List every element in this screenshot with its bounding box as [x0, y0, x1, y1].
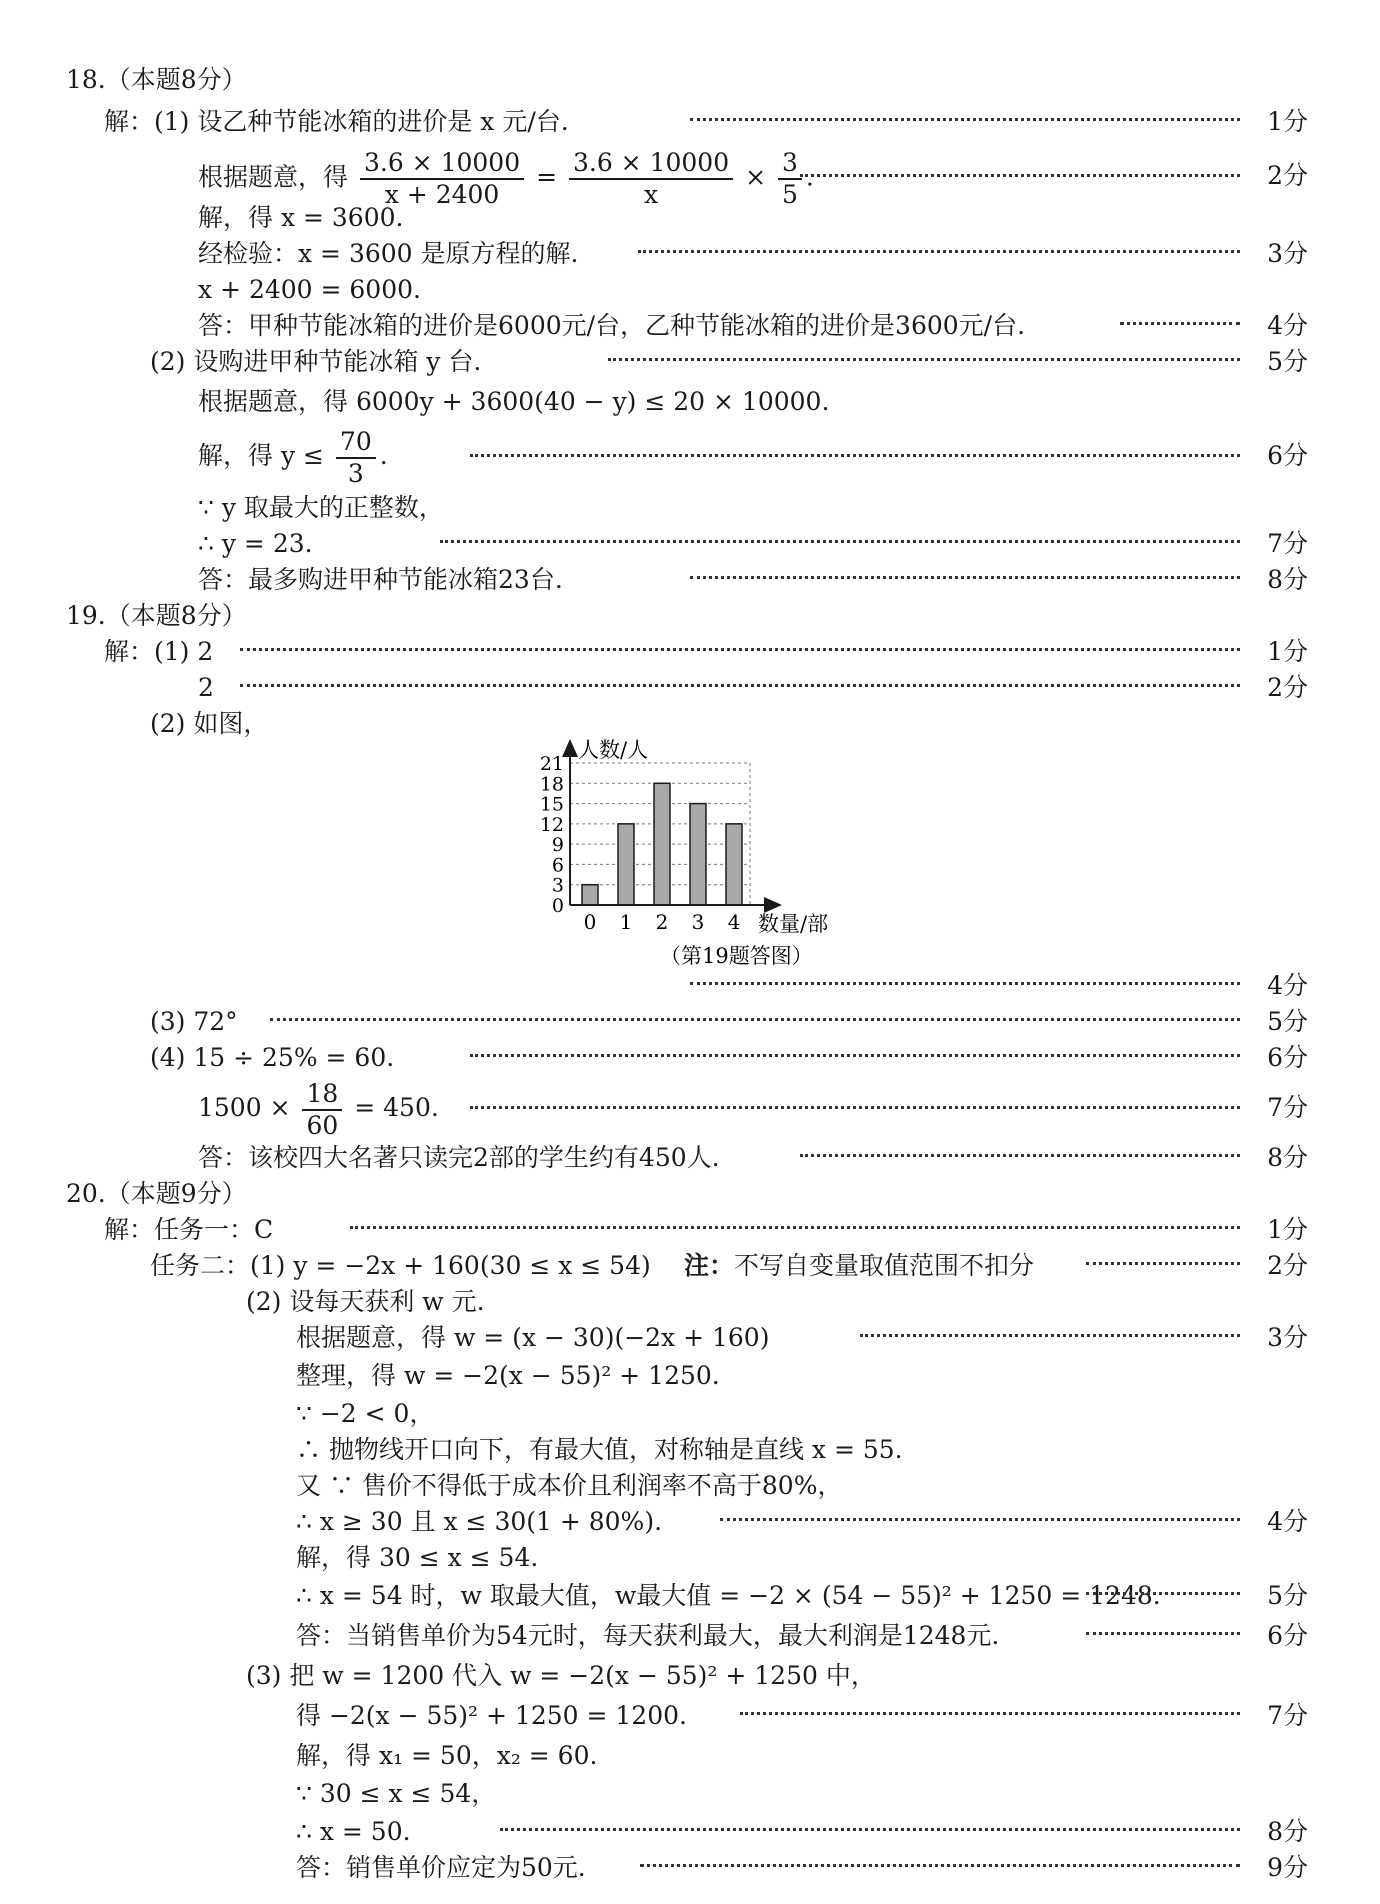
q20-line-5	[0, 1358, 1380, 1394]
x-tick-label: 3	[691, 910, 705, 934]
dot-leader	[470, 454, 1240, 457]
x-axis-label: 数量/部	[758, 912, 829, 936]
q20-line-2	[0, 1248, 1380, 1284]
q18-fraction-y-bound	[336, 427, 376, 489]
q19-line-5-text: (3) 72°	[150, 1007, 238, 1036]
dot-leader	[440, 540, 1240, 543]
q20-line-1	[0, 1212, 1380, 1248]
q18-score-6: 6分	[1267, 441, 1308, 470]
q20-line-7	[0, 1432, 1380, 1468]
bar-4	[726, 824, 742, 905]
x-tick-label: 1	[619, 910, 633, 934]
q20-score-9: 9分	[1267, 1853, 1308, 1882]
denominator: x	[643, 180, 659, 209]
q18-score-7: 7分	[1267, 529, 1308, 558]
y-tick-labels	[540, 753, 564, 917]
q20-line-17	[0, 1814, 1380, 1850]
q19-line-7-equation	[198, 1078, 439, 1141]
bar-3	[690, 804, 706, 905]
x-tick-label: 4	[727, 910, 741, 934]
q20-line-12	[0, 1618, 1380, 1654]
bar-2	[654, 783, 670, 905]
q20-line-11	[0, 1578, 1380, 1614]
q20-score-5: 5分	[1267, 1581, 1308, 1610]
q18-line-8-text: 根据题意，得 6000y + 3600(40 − y) ≤ 20 × 10000.	[198, 387, 830, 416]
y-tick-label: 3	[551, 874, 564, 897]
q19-l7-prefix: 1500 ×	[198, 1093, 291, 1122]
y-tick-label: 9	[551, 834, 564, 857]
dot-leader	[690, 118, 1240, 121]
numerator: 3.6 × 10000	[569, 148, 733, 180]
q20-score-1: 1分	[1267, 1215, 1308, 1244]
q18-line-11-text: ∴ y = 23.	[198, 529, 313, 558]
q20-line-5-text: 整理，得 w = −2(x − 55)² + 1250.	[296, 1361, 720, 1390]
denominator: 60	[306, 1110, 339, 1140]
figure-caption: （第19题答图）	[660, 944, 813, 968]
q18-score-1: 1分	[1267, 107, 1308, 136]
q20-line-2-text: 任务二：(1) y = −2x + 160(30 ≤ x ≤ 54)	[150, 1251, 651, 1280]
q18-line-12	[0, 562, 1380, 598]
q19-fraction	[302, 1079, 342, 1141]
q20-line-15	[0, 1738, 1380, 1774]
q18-line-10	[0, 490, 1380, 526]
q18-l2-prefix: 根据题意，得	[198, 162, 349, 192]
q18-score-5: 5分	[1267, 347, 1308, 376]
q18-line-12-text: 答：最多购进甲种节能冰箱23台.	[198, 565, 563, 594]
q20-line-4-text: 根据题意，得 w = (x − 30)(−2x + 160)	[296, 1323, 770, 1352]
q19-line-2-text: 2	[198, 673, 214, 702]
q19-header: 19.（本题8分）	[66, 601, 247, 630]
dot-leader	[690, 576, 1240, 579]
q18-line-1-text: 解：(1) 设乙种节能冰箱的进价是 x 元/台.	[104, 107, 569, 136]
q20-line-18	[0, 1850, 1380, 1886]
dot-leader	[690, 982, 1240, 985]
dot-leader	[638, 250, 1240, 253]
dot-leader	[1086, 1262, 1240, 1265]
dot-leader	[240, 648, 1240, 651]
q20-line-6-text: ∵ −2 < 0，	[296, 1399, 435, 1428]
q18-line-4-text: 经检验：x = 3600 是原方程的解.	[198, 239, 579, 268]
q19-line-2	[0, 670, 1380, 706]
q20-line-8-text: 又 ∵ 售价不得低于成本价且利润率不高于80%，	[296, 1471, 843, 1500]
q18-line-11	[0, 526, 1380, 562]
dot-leader	[240, 684, 1240, 687]
q18-line-8	[0, 384, 1380, 420]
y-axis-label: 人数/人	[578, 738, 649, 762]
period: .	[805, 162, 814, 192]
bar-0	[582, 885, 598, 905]
q19-score-1: 1分	[1267, 637, 1308, 666]
y-tick-label: 15	[539, 793, 564, 816]
dot-leader	[800, 174, 1240, 177]
numerator: 3.6 × 10000	[360, 148, 524, 180]
y-tick-label: 0	[551, 895, 564, 917]
bar-chart	[520, 735, 860, 975]
q18-header-line	[0, 62, 1380, 98]
q20-score-7: 7分	[1267, 1701, 1308, 1730]
dot-leader	[1086, 1632, 1240, 1635]
q19-score-4: 4分	[1267, 971, 1308, 1000]
q20-line-14-text: 得 −2(x − 55)² + 1250 = 1200.	[296, 1701, 687, 1730]
q18-line-1	[0, 104, 1380, 140]
dot-leader	[500, 1828, 1240, 1831]
x-tick-label: 0	[583, 910, 597, 934]
q20-line-1-text: 解：任务一：C	[104, 1215, 274, 1244]
q20-line-14	[0, 1698, 1380, 1734]
q18-line-5	[0, 272, 1380, 308]
q20-line-12-text: 答：当销售单价为54元时，每天获利最大，最大利润是1248元.	[296, 1621, 1000, 1650]
y-tick-label: 6	[551, 854, 564, 877]
q20-score-2: 2分	[1267, 1251, 1308, 1280]
q18-score-3: 3分	[1267, 239, 1308, 268]
q20-line-8	[0, 1468, 1380, 1504]
q20-line-16-text: ∵ 30 ≤ x ≤ 54，	[296, 1779, 497, 1808]
q18-line-9-equation	[198, 426, 388, 489]
times-sign: ×	[745, 162, 767, 192]
y-tick-label: 18	[539, 773, 564, 796]
dot-leader	[740, 1712, 1240, 1715]
q19-line-3-text: (2) 如图，	[150, 709, 269, 738]
q20-score-6: 6分	[1267, 1621, 1308, 1650]
q18-line-7	[0, 344, 1380, 380]
q18-score-2: 2分	[1267, 161, 1308, 190]
q20-line-18-text: 答：销售单价应定为50元.	[296, 1853, 586, 1882]
q19-score-6: 6分	[1267, 1043, 1308, 1072]
dot-leader	[470, 1054, 1240, 1057]
numerator: 70	[336, 427, 376, 459]
q19-line-5	[0, 1004, 1380, 1040]
q20-line-11-text: ∴ x = 54 时，w 取最大值，w最大值 = −2 × (54 − 55)² + 1250 = 1248.	[296, 1581, 1161, 1610]
dot-leader	[350, 1226, 1240, 1229]
denominator: 5	[781, 180, 798, 209]
numerator: 18	[302, 1079, 342, 1111]
y-tick-label: 21	[539, 753, 564, 775]
q19-line-1-text: 解：(1) 2	[104, 637, 214, 666]
q20-line-3-text: (2) 设每天获利 w 元.	[246, 1287, 485, 1316]
q20-line-10-text: 解，得 30 ≤ x ≤ 54.	[296, 1543, 539, 1572]
q20-line-13-text: (3) 把 w = 1200 代入 w = −2(x − 55)² + 1250 中，	[246, 1661, 876, 1690]
q18-line-3	[0, 200, 1380, 236]
q19-score-2: 2分	[1267, 673, 1308, 702]
q19-line-8-text: 答：该校四大名著只读完2部的学生约有450人.	[198, 1143, 720, 1172]
q18-header: 18.（本题8分）	[66, 65, 247, 94]
q20-score-8: 8分	[1267, 1817, 1308, 1846]
q19-figure-score-line	[0, 968, 1380, 1004]
dot-leader	[860, 1334, 1240, 1337]
denominator: x + 2400	[384, 180, 500, 209]
y-tick-label: 12	[539, 813, 564, 836]
q18-line-9	[0, 426, 1380, 486]
bar-1	[618, 824, 634, 905]
q18-score-8: 8分	[1267, 565, 1308, 594]
q18-line-7-text: (2) 设购进甲种节能冰箱 y 台.	[150, 347, 482, 376]
q20-score-3: 3分	[1267, 1323, 1308, 1352]
q20-line-16	[0, 1776, 1380, 1812]
q20-line-6	[0, 1396, 1380, 1432]
q20-line-9-text: ∴ x ≥ 30 且 x ≤ 30(1 + 80%).	[296, 1507, 663, 1536]
q20-line-15-text: 解，得 x₁ = 50，x₂ = 60.	[296, 1741, 598, 1770]
q19-score-7: 7分	[1267, 1093, 1308, 1122]
denominator: 3	[347, 458, 364, 488]
dot-leader	[470, 1106, 1240, 1109]
q19-header-line	[0, 598, 1380, 634]
q18-l9-prefix: 解，得 y ≤	[198, 441, 324, 470]
q20-note	[684, 1248, 1034, 1284]
q20-line-13	[0, 1658, 1380, 1694]
q20-line-4	[0, 1320, 1380, 1356]
period: .	[379, 441, 388, 470]
dot-leader	[800, 1154, 1240, 1157]
q19-line-8	[0, 1140, 1380, 1176]
q18-line-6	[0, 308, 1380, 344]
q20-line-9	[0, 1504, 1380, 1540]
numerator: 3	[778, 148, 802, 180]
dot-leader	[720, 1518, 1240, 1521]
note-text: 不写自变量取值范围不扣分	[734, 1251, 1035, 1280]
q20-score-4: 4分	[1267, 1507, 1308, 1536]
q20-header: 20.（本题9分）	[66, 1179, 247, 1208]
q19-score-5: 5分	[1267, 1007, 1308, 1036]
q20-line-7-text: ∴ 抛物线开口向下，有最大值，对称轴是直线 x = 55.	[296, 1435, 903, 1464]
q20-line-17-text: ∴ x = 50.	[296, 1817, 411, 1846]
dot-leader	[270, 1018, 1240, 1021]
equals-sign: =	[536, 162, 558, 192]
q19-line-6	[0, 1040, 1380, 1076]
q19-score-8: 8分	[1267, 1143, 1308, 1172]
q19-line-6-text: (4) 15 ÷ 25% = 60.	[150, 1043, 395, 1072]
q18-score-4: 4分	[1267, 311, 1308, 340]
x-tick-labels	[584, 910, 741, 934]
note-label: 注：	[684, 1251, 735, 1280]
q18-line-6-text: 答：甲种节能冰箱的进价是6000元/台，乙种节能冰箱的进价是3600元/台.	[198, 311, 1026, 340]
q20-line-3	[0, 1284, 1380, 1320]
dot-leader	[640, 1864, 1240, 1867]
dot-leader	[608, 358, 1240, 361]
q18-line-5-text: x + 2400 = 6000.	[198, 275, 421, 304]
dot-leader	[1120, 322, 1240, 325]
q20-header-line	[0, 1176, 1380, 1212]
q18-line-2	[0, 148, 1380, 209]
x-tick-label: 2	[655, 910, 669, 934]
q19-line-1	[0, 634, 1380, 670]
q19-line-7	[0, 1078, 1380, 1138]
q18-line-4	[0, 236, 1380, 272]
q19-l7-end: = 450.	[354, 1093, 439, 1122]
dot-leader	[1086, 1592, 1240, 1595]
q18-line-10-text: ∵ y 取最大的正整数，	[198, 493, 444, 522]
q20-line-10	[0, 1540, 1380, 1576]
q18-line-3-text: 解，得 x = 3600.	[198, 203, 404, 232]
